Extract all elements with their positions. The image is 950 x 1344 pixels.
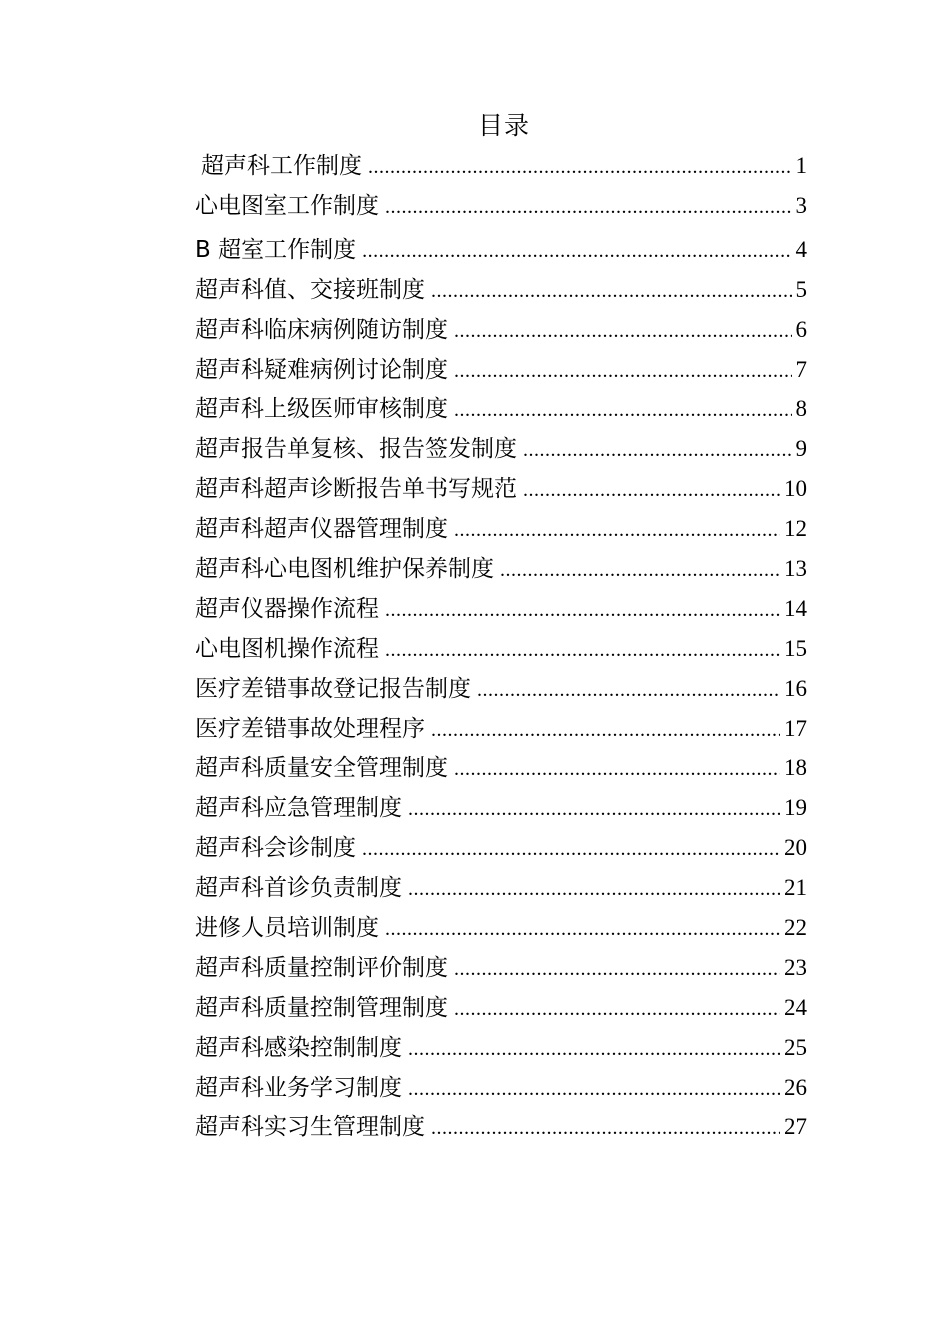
toc-entry-label: 超声科质量控制评价制度 [195, 954, 448, 981]
toc-entry[interactable] [195, 713, 807, 753]
toc-leader [385, 594, 780, 626]
toc-entry[interactable] [195, 633, 807, 673]
toc-page-number: 23 [784, 954, 807, 980]
toc-entry-label: 超声科首诊负责制度 [195, 875, 402, 902]
toc-leader [523, 434, 792, 466]
toc-leader [368, 151, 792, 183]
toc-page-number: 24 [784, 994, 807, 1020]
toc-entry[interactable] [195, 992, 807, 1032]
toc-leader [385, 913, 780, 945]
toc-leader [454, 514, 780, 546]
toc-entry[interactable] [195, 274, 807, 314]
toc-page-number: 16 [784, 675, 807, 701]
toc-page-number: 15 [784, 635, 807, 661]
toc-page-number: 3 [795, 192, 807, 218]
toc-page-number: 13 [784, 556, 807, 582]
toc-entry-label: 超声科工作制度 [201, 153, 362, 179]
toc-page-number: 8 [795, 396, 807, 422]
toc-entry[interactable] [195, 1032, 807, 1072]
toc-entry-label: 超声科值、交接班制度 [195, 276, 425, 303]
toc-entry-label: 超声科疑难病例讨论制度 [195, 356, 448, 383]
toc-entry[interactable] [195, 792, 807, 832]
toc-entry-label: 超声科临床病例随访制度 [195, 316, 448, 343]
toc-leader [454, 993, 780, 1025]
toc-entry[interactable] [195, 832, 807, 872]
toc-entry[interactable] [195, 230, 807, 274]
toc-entry-label: 医疗差错事故登记报告制度 [195, 675, 471, 702]
toc-leader [477, 674, 780, 706]
toc-page-number: 9 [795, 436, 807, 462]
toc-entry[interactable] [195, 314, 807, 354]
toc-leader [431, 714, 780, 746]
toc-entry[interactable] [195, 354, 807, 394]
toc-entry-label: 心电图机操作流程 [195, 635, 379, 662]
toc-entry-label: 超声科心电图机维护保养制度 [195, 556, 494, 583]
toc-entry[interactable] [195, 1111, 807, 1151]
toc-entry-label: 进修人员培训制度 [195, 915, 379, 942]
toc-entry[interactable] [195, 673, 807, 713]
toc-entry[interactable] [195, 553, 807, 593]
toc-title: 目录 [477, 111, 530, 140]
toc-entry-label: 超声科应急管理制度 [195, 795, 402, 822]
toc-entry[interactable] [195, 433, 807, 473]
toc-page-number: 27 [784, 1114, 807, 1140]
toc-entry-label: 超声科会诊制度 [195, 835, 356, 862]
toc-entry-label: 超声仪器操作流程 [195, 595, 379, 622]
toc-leader [362, 833, 780, 865]
toc-entry[interactable] [195, 513, 807, 553]
toc-page-number: 25 [784, 1034, 807, 1060]
toc-page-number: 26 [784, 1074, 807, 1100]
toc-page-number: 17 [784, 715, 807, 741]
toc-entry-label: 超声科上级医师审核制度 [195, 396, 448, 423]
toc-entry-label: 超声科超声诊断报告单书写规范 [195, 476, 517, 503]
toc-entry[interactable] [195, 872, 807, 912]
toc-list [195, 150, 807, 1151]
toc-leader [408, 1073, 780, 1105]
toc-page-number: 7 [795, 356, 807, 382]
toc-page-number: 10 [784, 476, 807, 502]
toc-entry-label: 超声科超声仪器管理制度 [195, 516, 448, 543]
toc-leader [454, 315, 792, 347]
toc-entry-label: B 超室工作制度 [195, 236, 357, 263]
toc-page-number: 21 [784, 875, 807, 901]
toc-page-number: 6 [795, 316, 807, 342]
toc-entry-label: 超声科质量安全管理制度 [195, 755, 448, 782]
toc-leader [454, 394, 792, 426]
toc-leader [408, 1033, 780, 1065]
toc-entry[interactable] [195, 473, 807, 513]
toc-leader [431, 1112, 780, 1144]
toc-entry-label: 超声科质量控制管理制度 [195, 994, 448, 1021]
toc-entry[interactable] [195, 1072, 807, 1112]
toc-entry[interactable] [195, 190, 807, 230]
toc-leader [454, 953, 780, 985]
toc-leader [454, 355, 792, 387]
toc-entry-label: 超声报告单复核、报告签发制度 [195, 436, 517, 463]
toc-entry[interactable] [195, 752, 807, 792]
toc-entry-label: 医疗差错事故处理程序 [195, 715, 425, 742]
toc-leader [431, 275, 792, 307]
toc-entry[interactable] [195, 150, 807, 190]
toc-entry[interactable] [195, 952, 807, 992]
toc-page-number: 22 [784, 915, 807, 941]
toc-leader [523, 474, 780, 506]
toc-page-number: 12 [784, 516, 807, 542]
toc-page-number: 4 [795, 236, 807, 262]
toc-entry[interactable] [195, 593, 807, 633]
toc-page-number: 14 [784, 595, 807, 621]
toc-page-number: 5 [795, 276, 807, 302]
toc-entry[interactable] [195, 912, 807, 952]
toc-leader [454, 753, 780, 785]
toc-entry-label: 超声科业务学习制度 [195, 1074, 402, 1101]
toc-entry-label: 超声科实习生管理制度 [195, 1114, 425, 1141]
toc-leader [385, 191, 792, 223]
toc-leader [408, 793, 780, 825]
toc-entry-label: 超声科感染控制制度 [195, 1034, 402, 1061]
toc-leader [362, 235, 791, 267]
toc-leader [385, 634, 780, 666]
toc-leader [408, 873, 780, 905]
toc-page-number: 20 [784, 835, 807, 861]
toc-page-number: 18 [784, 755, 807, 781]
toc-page-number: 1 [795, 153, 807, 178]
toc-page-number: 19 [784, 795, 807, 821]
toc-leader [500, 554, 780, 586]
toc-entry[interactable] [195, 393, 807, 433]
toc-entry-label: 心电图室工作制度 [195, 192, 379, 219]
